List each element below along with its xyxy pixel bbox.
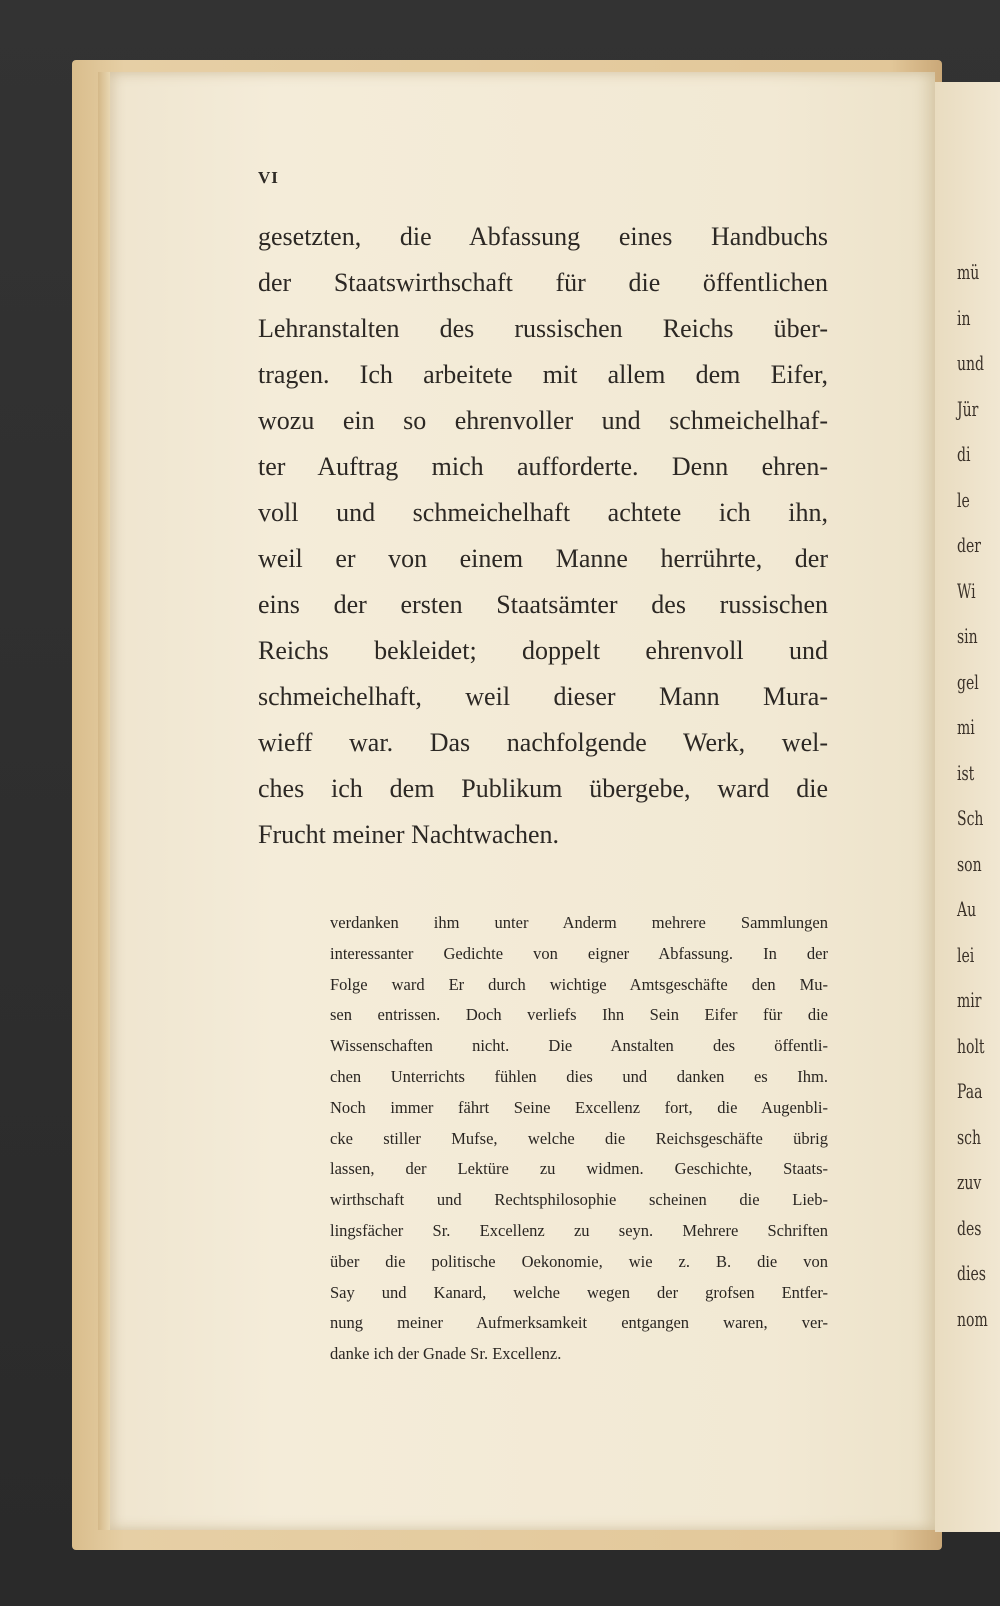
- facing-page-text-fragment: mi: [957, 715, 975, 739]
- footnote-line: chen Unterrichts fühlen dies und danken es Ihm.: [330, 1066, 828, 1086]
- footnote-line: sen entrissen. Doch verliefs Ihn Sein Eifer für die: [330, 1005, 828, 1025]
- facing-page-text-fragment: le: [957, 487, 970, 512]
- text-line: eins der ersten Staatsämter des russischen: [258, 590, 828, 619]
- facing-page-text-fragment: Paa: [957, 1079, 983, 1103]
- facing-page-text-fragment: dies: [957, 1261, 986, 1285]
- footnote-line: Say und Kanard, welche wegen der grofsen Entfer-: [330, 1282, 828, 1302]
- facing-page-text-fragment: nom: [957, 1306, 988, 1331]
- facing-page-text-fragment: des: [957, 1215, 982, 1240]
- footnote-line: lassen, der Lektüre zu widmen. Geschichte, Staats-: [330, 1159, 828, 1179]
- text-line: Reichs bekleidet; doppelt ehrenvoll und: [258, 636, 828, 665]
- facing-page-text-fragment: di: [957, 442, 971, 466]
- footnote-line: wirthschaft und Rechtsphilosophie scheinen die Lieb-: [330, 1190, 828, 1210]
- facing-page-text-fragment: Au: [957, 897, 977, 921]
- text-line: schmeichelhaft, weil dieser Mann Mura-: [258, 682, 828, 711]
- footnote-line: verdanken ihm unter Anderm mehrere Sammlungen: [330, 913, 828, 932]
- footnote-line: Noch immer fährt Seine Excellenz fort, die Augenbli-: [330, 1097, 828, 1117]
- text-line: ches ich dem Publikum übergebe, ward die: [258, 774, 828, 803]
- text-line: wozu ein so ehrenvoller und schmeichelhaf-: [258, 406, 828, 435]
- facing-page-text-fragment: sin: [957, 624, 978, 648]
- facing-page-text-fragment: mir: [957, 988, 982, 1012]
- footnote-line: Wissenschaften nicht. Die Anstalten des öffentli-: [330, 1036, 828, 1056]
- text-line: ter Auftrag mich aufforderte. Denn ehren-: [258, 452, 828, 481]
- footnote-block: [330, 908, 828, 1370]
- facing-page-text-fragment: gel: [957, 669, 979, 694]
- footnote-line: interessanter Gedichte von eigner Abfassung. In der: [330, 943, 828, 963]
- footnote-line: danke ich der Gnade Sr. Excellenz.: [330, 1344, 562, 1364]
- text-line: tragen. Ich arbeitete mit allem dem Eifer,: [258, 360, 828, 389]
- facing-page-text-fragment: ist: [957, 760, 975, 785]
- facing-page-text-fragment: Sch: [957, 806, 984, 830]
- text-line: gesetzten, die Abfassung eines Handbuchs: [258, 222, 828, 251]
- facing-page-text-fragment: mü: [957, 260, 980, 284]
- page-number: VI: [258, 168, 279, 187]
- facing-page-text-fragment: Wi: [957, 578, 976, 603]
- facing-page-fragment: [935, 82, 1000, 1532]
- text-line: Lehranstalten des russischen Reichs über-: [258, 314, 828, 343]
- footnote-line: lingsfächer Sr. Excellenz zu seyn. Mehrere Schriften: [330, 1220, 828, 1240]
- text-line: weil er von einem Manne herrührte, der: [258, 544, 828, 573]
- facing-page-text-fragment: zuv: [957, 1170, 982, 1194]
- text-line: der Staatswirthschaft für die öffentlichen: [258, 268, 828, 297]
- facing-page-text-fragment: son: [957, 851, 982, 876]
- footnote-line: über die politische Oekonomie, wie z. B. die von: [330, 1251, 828, 1271]
- text-line: voll und schmeichelhaft achtete ich ihn,: [258, 498, 828, 527]
- facing-page-text-fragment: und: [957, 351, 985, 375]
- facing-page-text-fragment: der: [957, 533, 981, 557]
- facing-page-text-fragment: lei: [957, 942, 975, 967]
- footnote-line: cke stiller Mufse, welche die Reichsgeschäfte übrig: [330, 1128, 828, 1148]
- text-line: wieff war. Das nachfolgende Werk, wel-: [258, 728, 828, 757]
- facing-page-text-fragment: in: [957, 305, 971, 330]
- facing-page-text-fragment: sch: [957, 1124, 982, 1149]
- footnote-line: Folge ward Er durch wichtige Amtsgeschäfte den Mu-: [330, 974, 828, 994]
- footnote-line: nung meiner Aufmerksamkeit entgangen waren, ver-: [330, 1313, 828, 1333]
- facing-page-text-fragment: Jür: [957, 396, 979, 421]
- text-line: Frucht meiner Nachtwachen.: [258, 820, 560, 849]
- main-text-block: [258, 214, 828, 858]
- facing-page-text-fragment: holt: [957, 1033, 985, 1058]
